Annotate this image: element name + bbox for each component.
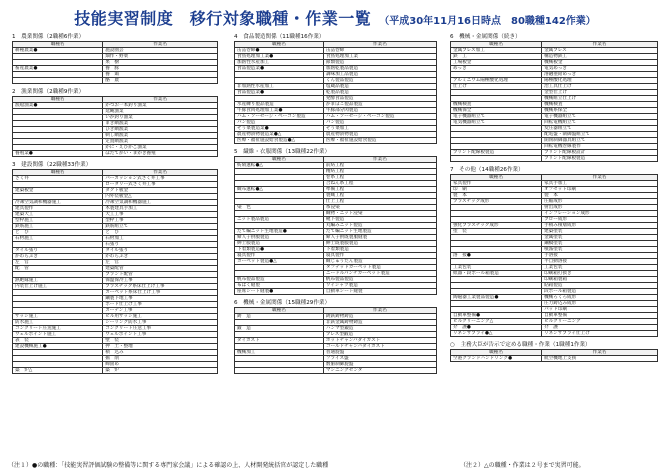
- work-cell: ビル用サッシ施工: [103, 314, 218, 320]
- occupation-cell: 漁船漁業●: [13, 103, 103, 109]
- table-row: [451, 331, 658, 337]
- occupation-cell: 座席シート縫製●: [235, 289, 324, 295]
- section-title: 6 機械・金属関係（15職種29作業）: [234, 300, 331, 306]
- work-cell: ほたてがい・まがき養殖: [103, 151, 218, 157]
- section-title: 5 繊維・衣服関係（13職種22作業）: [234, 149, 331, 155]
- work-cell: 圧力鋳込み成形: [542, 301, 658, 307]
- footnote-1: （注１）●の職種：「技能実習評価試験の整備等に関する専門家会議」による確認の上、人材開発統括官が認定した職種: [8, 462, 329, 469]
- occupation-cell: 建築板金: [13, 188, 103, 194]
- work-cell: ブロー成形: [542, 217, 658, 223]
- work-cell: 手積み積層成形: [542, 223, 658, 229]
- section-s8: [450, 341, 658, 362]
- work-cell: 配電盤・制御盤組立て: [542, 132, 658, 138]
- footnote-2: （注２）△の職種・作業は２号まで実習可能。: [460, 462, 585, 469]
- occupation-cell: リネンサプライ●△: [451, 331, 542, 337]
- work-cell: カーペット系床仕上げ工事: [103, 290, 218, 296]
- work-cell: 石張り: [103, 242, 218, 248]
- work-cell: 機械組立仕上げ: [542, 96, 658, 102]
- work-cell: 機械系保全: [542, 108, 658, 114]
- section-title: 3 建設関係（22職種33作業）: [12, 162, 92, 168]
- occupation-cell: 陶磁器工業製品製造●: [451, 295, 542, 301]
- work-cell: 回転電機巻線製作: [542, 144, 658, 150]
- occupation-table: [450, 41, 658, 162]
- occupation-cell: 鉄筋施工: [13, 224, 103, 230]
- occupation-cell: [451, 156, 542, 162]
- work-cell: 婦人子供既製服縫製: [323, 235, 436, 241]
- work-cell: シーリング防水工事: [103, 320, 218, 326]
- work-cell: かわらぶき: [103, 254, 218, 260]
- work-header: 作業名: [542, 42, 658, 48]
- section-title: 6 機械・金属関係（続き）: [450, 34, 521, 40]
- occupation-cell: 寝具製作: [235, 253, 324, 259]
- work-cell: 金型仕上げ: [542, 90, 658, 96]
- work-cell: 冷凍空気調和機器施工: [103, 200, 218, 206]
- occupation-cell: 鍛 造: [235, 326, 324, 332]
- work-cell: 電気めっき: [542, 66, 658, 72]
- occupation-cell: 表 装: [13, 338, 103, 344]
- occupation-cell: 熱絶縁施工: [13, 278, 103, 284]
- work-cell: 左 官: [103, 260, 218, 266]
- occupation-table: [234, 41, 437, 144]
- work-cell: 段ボール箱製造: [542, 289, 658, 295]
- section-title: 2 漁業関係（2職種9作業）: [12, 89, 85, 95]
- section-s2: [12, 88, 218, 157]
- work-cell: ダクト板金: [103, 188, 218, 194]
- work-cell: 乾製品製造: [323, 90, 436, 96]
- work-header: 作業名: [542, 350, 658, 356]
- section-s1: [12, 33, 218, 84]
- work-cell: 積 込み: [103, 350, 218, 356]
- column-right: [450, 32, 658, 362]
- occupation-cell: 内装仕上げ施工: [13, 284, 103, 290]
- work-cell: かつお一本釣り漁業: [103, 103, 218, 109]
- work-cell: 射出成形: [542, 205, 658, 211]
- occupation-cell: 仕上げ: [451, 84, 542, 90]
- work-cell: 家具手加工: [542, 181, 658, 187]
- occupation-cell: ハム・ソーセージ・ベーコン製造: [235, 114, 324, 120]
- work-cell: フライス盤: [323, 356, 436, 362]
- occupation-cell: 築 炉△: [13, 368, 103, 374]
- work-header: 作業名: [103, 170, 218, 176]
- occupation-cell: カーペット製造●△: [235, 259, 324, 265]
- occupation-cell: 鋳 造: [235, 314, 324, 320]
- occupation-header: 職種名: [235, 308, 324, 314]
- section-s7: [450, 166, 658, 337]
- work-header: 作業名: [103, 42, 218, 48]
- work-cell: 木製建具手加工: [103, 206, 218, 212]
- work-cell: プラスチック系床仕上げ工事: [103, 284, 218, 290]
- work-cell: 手溶接: [542, 253, 658, 259]
- work-cell: 溶融亜鉛めっき: [542, 72, 658, 78]
- table-row: [451, 156, 658, 162]
- occupation-cell: と び: [13, 230, 103, 236]
- work-cell: 半自動溶接: [542, 259, 658, 265]
- occupation-header: 職種名: [235, 42, 324, 48]
- work-cell: カーテン工事: [103, 308, 218, 314]
- title-row: [0, 6, 670, 28]
- work-cell: コールドチャンバダイカスト: [323, 344, 436, 350]
- work-cell: コンクリート圧送工事: [103, 326, 218, 332]
- work-cell: 変圧器組立て: [542, 126, 658, 132]
- occupation-cell: さく井: [13, 176, 103, 182]
- occupation-cell: 食鳥処理加工業●: [235, 54, 324, 60]
- work-cell: 織じゅうたん製造: [323, 259, 436, 265]
- work-cell: 開閉制御器具組立て: [542, 138, 658, 144]
- occupation-cell: 建設機械施工●: [13, 344, 103, 350]
- work-cell: 電子機器組立て: [542, 114, 658, 120]
- section-title: 1 農業関係（2職種6作業）: [12, 34, 85, 40]
- work-cell: パーカッション式さく井工事: [103, 176, 218, 182]
- work-header: 作業名: [542, 175, 658, 181]
- work-cell: 食鳥処理加工業: [323, 54, 436, 60]
- work-cell: プリント配線板設計: [542, 150, 658, 156]
- occupation-cell: 布はく縫製: [235, 283, 324, 289]
- occupation-cell: ニット製品製造: [235, 217, 324, 223]
- occupation-header: 職種名: [13, 97, 103, 103]
- work-cell: 印刷箱打抜き: [542, 271, 658, 277]
- work-cell: ワイシャツ製造: [323, 283, 436, 289]
- occupation-cell: サッシ施工: [13, 314, 103, 320]
- occupation-cell: めっき: [451, 66, 542, 72]
- work-cell: かに・えびかご漁業: [103, 145, 218, 151]
- work-cell: 靴下製造: [323, 217, 436, 223]
- occupation-cell: 金属プレス加工: [451, 48, 542, 54]
- work-cell: ボード仕上げ工事: [103, 302, 218, 308]
- work-cell: ロータリー式さく井工事: [103, 182, 218, 188]
- table-row: [13, 368, 218, 374]
- occupation-cell: 機械加工: [235, 350, 324, 356]
- occupation-header: 職種名: [235, 157, 324, 163]
- work-cell: 圧縮成形: [542, 199, 658, 205]
- work-cell: 噴霧塗装: [542, 247, 658, 253]
- work-cell: 石材加工: [103, 236, 218, 242]
- occupation-table: [450, 174, 658, 337]
- work-cell: 加熱乾製品製造: [323, 66, 436, 72]
- work-cell: インフレーション成形: [542, 211, 658, 217]
- work-cell: プリント配線板製造: [542, 156, 658, 162]
- work-cell: 紳士既製服製造: [323, 241, 436, 247]
- occupation-table: [234, 156, 437, 295]
- occupation-cell: [235, 368, 324, 374]
- work-cell: 養 豚: [103, 66, 218, 72]
- work-cell: 鋳鉄鋳物鋳造: [323, 314, 436, 320]
- occupation-table: [12, 41, 218, 84]
- occupation-cell: そう菜製造業●: [235, 126, 324, 132]
- work-cell: そう菜加工: [323, 126, 436, 132]
- occupation-cell: 加熱性水産加工: [235, 60, 324, 66]
- column-left: [12, 32, 218, 374]
- table-row: [235, 138, 437, 144]
- occupation-cell: 養殖業●: [13, 151, 103, 157]
- work-cell: 締固め: [103, 362, 218, 368]
- occupation-header: 職種名: [451, 42, 542, 48]
- work-cell: 織物・ニット浸染: [323, 211, 436, 217]
- occupation-table: [12, 96, 218, 157]
- work-cell: 構造物鉄工: [542, 54, 658, 60]
- work-cell: 牛豚部分肉製造: [323, 108, 436, 114]
- work-cell: まき網漁業: [103, 121, 218, 127]
- work-cell: 糸浸染: [323, 205, 436, 211]
- work-cell: 畑作・野菜: [103, 54, 218, 60]
- work-cell: ハンマ型鍛造: [323, 326, 436, 332]
- occupation-header: 職種名: [13, 170, 103, 176]
- work-cell: 陽極酸化処理: [542, 78, 658, 84]
- work-cell: タイル張り: [103, 248, 218, 254]
- occupation-cell: 配 管: [13, 266, 103, 272]
- occupation-cell: ダイカスト: [235, 338, 324, 344]
- work-cell: 施設園芸: [103, 48, 218, 54]
- work-cell: 航空機地上支援: [542, 356, 658, 362]
- work-cell: 築 炉: [103, 368, 218, 374]
- occupation-header: 職種名: [13, 42, 103, 48]
- occupation-header: 職種名: [451, 175, 542, 181]
- occupation-cell: 牛豚食肉処理加工業●: [235, 108, 324, 114]
- occupation-cell: 塗 装: [451, 229, 542, 235]
- work-cell: 養 鶏: [103, 72, 218, 78]
- work-cell: マシニングセンタ: [323, 368, 436, 374]
- work-cell: 建築配管: [103, 266, 218, 272]
- section-s5: [234, 148, 437, 295]
- work-cell: 金属プレス: [542, 48, 658, 54]
- work-cell: オフセット印刷: [542, 187, 658, 193]
- work-cell: パッド印刷: [542, 307, 658, 313]
- work-cell: 医療・福祉施設給食製造: [323, 138, 436, 144]
- occupation-cell: 耕種農業●: [13, 48, 103, 54]
- work-cell: 介 護: [542, 325, 658, 331]
- work-cell: 印刷箱製箱: [542, 277, 658, 283]
- occupation-cell: 機械保全: [451, 108, 542, 114]
- work-cell: 巻糸工程: [323, 175, 436, 181]
- work-cell: 大工工事: [103, 212, 218, 218]
- work-cell: かまぼこ製品製造: [323, 102, 436, 108]
- occupation-cell: 紡績運転●△: [235, 163, 324, 169]
- work-cell: リネンサプライ仕上げ: [542, 331, 658, 337]
- work-cell: 回転電機組立て: [542, 120, 658, 126]
- occupation-cell: 紙器・段ボール箱製造: [451, 271, 542, 277]
- section-title: ○ 主務大臣が告示で定める職種・作業（1職種1作業）: [450, 342, 591, 348]
- occupation-cell: 家具製作: [451, 181, 542, 187]
- work-cell: 帆布製品製造: [323, 277, 436, 283]
- work-cell: 仕上工程: [323, 199, 436, 205]
- occupation-cell: かわらぶき: [13, 254, 103, 260]
- occupation-cell: 空港グランドハンドリング●: [451, 356, 542, 362]
- section-title: 7 その他（14職種26作業）: [450, 167, 524, 173]
- occupation-cell: コンクリート圧送施工: [13, 326, 103, 332]
- work-cell: 調味加工品製造: [323, 72, 436, 78]
- occupation-cell: たて編ニット生地製造●: [235, 229, 324, 235]
- work-cell: 貼箱製造: [542, 283, 658, 289]
- work-cell: 掘 削: [103, 356, 218, 362]
- occupation-cell: 食品製造業●: [235, 90, 324, 96]
- occupation-cell: 電子機器組立て: [451, 114, 542, 120]
- work-cell: 自動車整備: [542, 313, 658, 319]
- work-cell: タフテッドカーペット製造: [323, 265, 436, 271]
- work-cell: 丸編みニット製造: [323, 223, 436, 229]
- occupation-table: [12, 169, 218, 374]
- table-row: [451, 356, 658, 362]
- section-s6c: [450, 33, 658, 162]
- work-cell: 塩蔵品製造: [323, 84, 436, 90]
- table-row: [235, 368, 437, 374]
- section-s6: [234, 299, 437, 374]
- occupation-table: [450, 349, 658, 362]
- occupation-cell: 缶詰巻締●: [235, 48, 324, 54]
- occupation-cell: パン製造: [235, 120, 324, 126]
- work-cell: ハム・ソーセージ・ベーコン製造: [323, 114, 436, 120]
- work-cell: いか釣り漁業: [103, 115, 218, 121]
- occupation-cell: 工業包装: [451, 265, 542, 271]
- work-cell: 節類製造: [323, 60, 436, 66]
- work-cell: 鉄筋組立て: [103, 224, 218, 230]
- occupation-table: [234, 307, 437, 374]
- occupation-cell: 紳士服製造: [235, 241, 324, 247]
- occupation-cell: 水産練り製品製造: [235, 102, 324, 108]
- occupation-cell: 溶 接●: [451, 253, 542, 259]
- work-cell: 刺し網漁業: [103, 133, 218, 139]
- section-s4: [234, 33, 437, 144]
- work-cell: 数値制御旋盤: [323, 362, 436, 368]
- work-cell: ホットチャンバダイカスト: [323, 338, 436, 344]
- footnotes: [8, 461, 664, 471]
- work-cell: パン製造: [323, 120, 436, 126]
- table-row: [13, 151, 218, 157]
- occupation-cell: 建具製作: [13, 206, 103, 212]
- work-cell: 製 本: [542, 193, 658, 199]
- occupation-cell: 医療・福祉施設給食製造●△: [235, 138, 324, 144]
- occupation-cell: 防水施工: [13, 320, 103, 326]
- page-title: 技能実習制度 移行対象職種・作業一覧: [74, 9, 372, 28]
- occupation-cell: 食品製造業●: [235, 66, 324, 72]
- work-cell: 缶詰巻締: [323, 48, 436, 54]
- section-s3: [12, 161, 218, 374]
- occupation-cell: タイル張り: [13, 248, 103, 254]
- column-middle: [234, 32, 437, 374]
- work-header: 作業名: [103, 97, 218, 103]
- work-cell: 鋼製下地工事: [103, 296, 218, 302]
- page-subtitle: （平成30年11月16日時点 80職種142作業）: [379, 16, 596, 27]
- occupation-cell: 建築大工: [13, 212, 103, 218]
- work-cell: ウェルポイント工事: [103, 332, 218, 338]
- occupation-cell: プラスチック成形: [451, 199, 542, 205]
- occupation-cell: 染 色: [235, 205, 324, 211]
- occupation-cell: [13, 78, 103, 84]
- occupation-cell: 冷凍空気調和機器施工: [13, 200, 103, 206]
- occupation-cell: 婦人子供服製造: [235, 235, 324, 241]
- occupation-cell: ウェルポイント施工: [13, 332, 103, 338]
- occupation-header: 職種名: [451, 350, 542, 356]
- occupation-cell: 介 護●: [451, 325, 542, 331]
- work-cell: 前紡工程: [323, 163, 436, 169]
- work-cell: 鋼橋塗装: [542, 241, 658, 247]
- work-cell: 準備工程: [323, 187, 436, 193]
- table-row: [13, 78, 218, 84]
- occupation-cell: 印 刷: [451, 187, 542, 193]
- work-cell: プラント配管: [103, 272, 218, 278]
- work-cell: たて編ニット生地製造: [323, 229, 436, 235]
- work-cell: と び: [103, 230, 218, 236]
- occupation-cell: 畜産農業●: [13, 66, 103, 72]
- occupation-cell: プリント配線板製造: [451, 150, 542, 156]
- occupation-cell: 下着類製造●: [235, 247, 324, 253]
- occupation-cell: アルミニウム陽極酸化処理: [451, 78, 542, 84]
- occupation-cell: 左 官: [13, 260, 103, 266]
- work-cell: くん製品製造: [323, 78, 436, 84]
- occupation-cell: 製 本: [451, 193, 542, 199]
- work-header: 作業名: [323, 157, 436, 163]
- occupation-cell: 機械検査: [451, 102, 542, 108]
- occupation-cell: 自動車整備●: [451, 313, 542, 319]
- work-cell: 建築塗装: [542, 229, 658, 235]
- work-cell: ひき網漁業: [103, 127, 218, 133]
- work-cell: 治工具仕上げ: [542, 84, 658, 90]
- occupation-cell: ビルクリーニング△: [451, 319, 542, 325]
- work-cell: 定置網漁業: [103, 139, 218, 145]
- work-cell: 延縄漁業: [103, 109, 218, 115]
- work-cell: 精紡工程: [323, 169, 436, 175]
- work-cell: 機械ろくろ成形: [542, 295, 658, 301]
- work-cell: 製織工程: [323, 193, 436, 199]
- work-cell: 金属塗装: [542, 235, 658, 241]
- occupation-cell: 鉄 工: [451, 54, 542, 60]
- occupation-cell: 帆布製品製造: [235, 277, 324, 283]
- work-cell: 下着類製造: [323, 247, 436, 253]
- occupation-cell: 強化プラスチック成形: [451, 223, 542, 229]
- occupation-cell: 織布運転●△: [235, 187, 324, 193]
- work-cell: 工業包装: [542, 265, 658, 271]
- work-cell: 機械検査: [542, 102, 658, 108]
- occupation-cell: 工場板金: [451, 60, 542, 66]
- work-cell: 普通旋盤: [323, 350, 436, 356]
- work-cell: 壁 装: [103, 338, 218, 344]
- work-cell: 押 土・整地: [103, 344, 218, 350]
- occupation-cell: 非加熱性水産加工: [235, 84, 324, 90]
- occupation-cell: 農産物漬物製造業●△: [235, 132, 324, 138]
- work-cell: ビルクリーニング: [542, 319, 658, 325]
- work-cell: 農産物漬物製造: [323, 132, 436, 138]
- work-cell: 発酵食品製造: [323, 96, 436, 102]
- work-cell: 機械板金: [542, 60, 658, 66]
- work-cell: 保温保冷工事: [103, 278, 218, 284]
- work-header: 作業名: [323, 42, 436, 48]
- work-cell: 非鉄金属鋳物鋳造: [323, 320, 436, 326]
- table-row: [235, 289, 437, 295]
- occupation-cell: 石材施工: [13, 236, 103, 242]
- work-cell: ニードルパンチカーペット製造: [323, 271, 436, 277]
- work-cell: 内外装板金△: [103, 194, 218, 200]
- section-title: 4 食品製造関係（11職種16作業）: [234, 34, 325, 40]
- work-cell: 寝具製作: [323, 253, 436, 259]
- work-cell: プレス型鍛造: [323, 332, 436, 338]
- work-cell: 型枠工事: [103, 218, 218, 224]
- occupation-cell: 電気機器組立て: [451, 120, 542, 126]
- work-cell: 合ねん糸工程: [323, 181, 436, 187]
- work-cell: 酪 農: [103, 78, 218, 84]
- work-cell: 自動車シート縫製: [323, 289, 436, 295]
- work-cell: 果 樹: [103, 60, 218, 66]
- work-header: 作業名: [323, 308, 436, 314]
- occupation-cell: 型枠施工: [13, 218, 103, 224]
